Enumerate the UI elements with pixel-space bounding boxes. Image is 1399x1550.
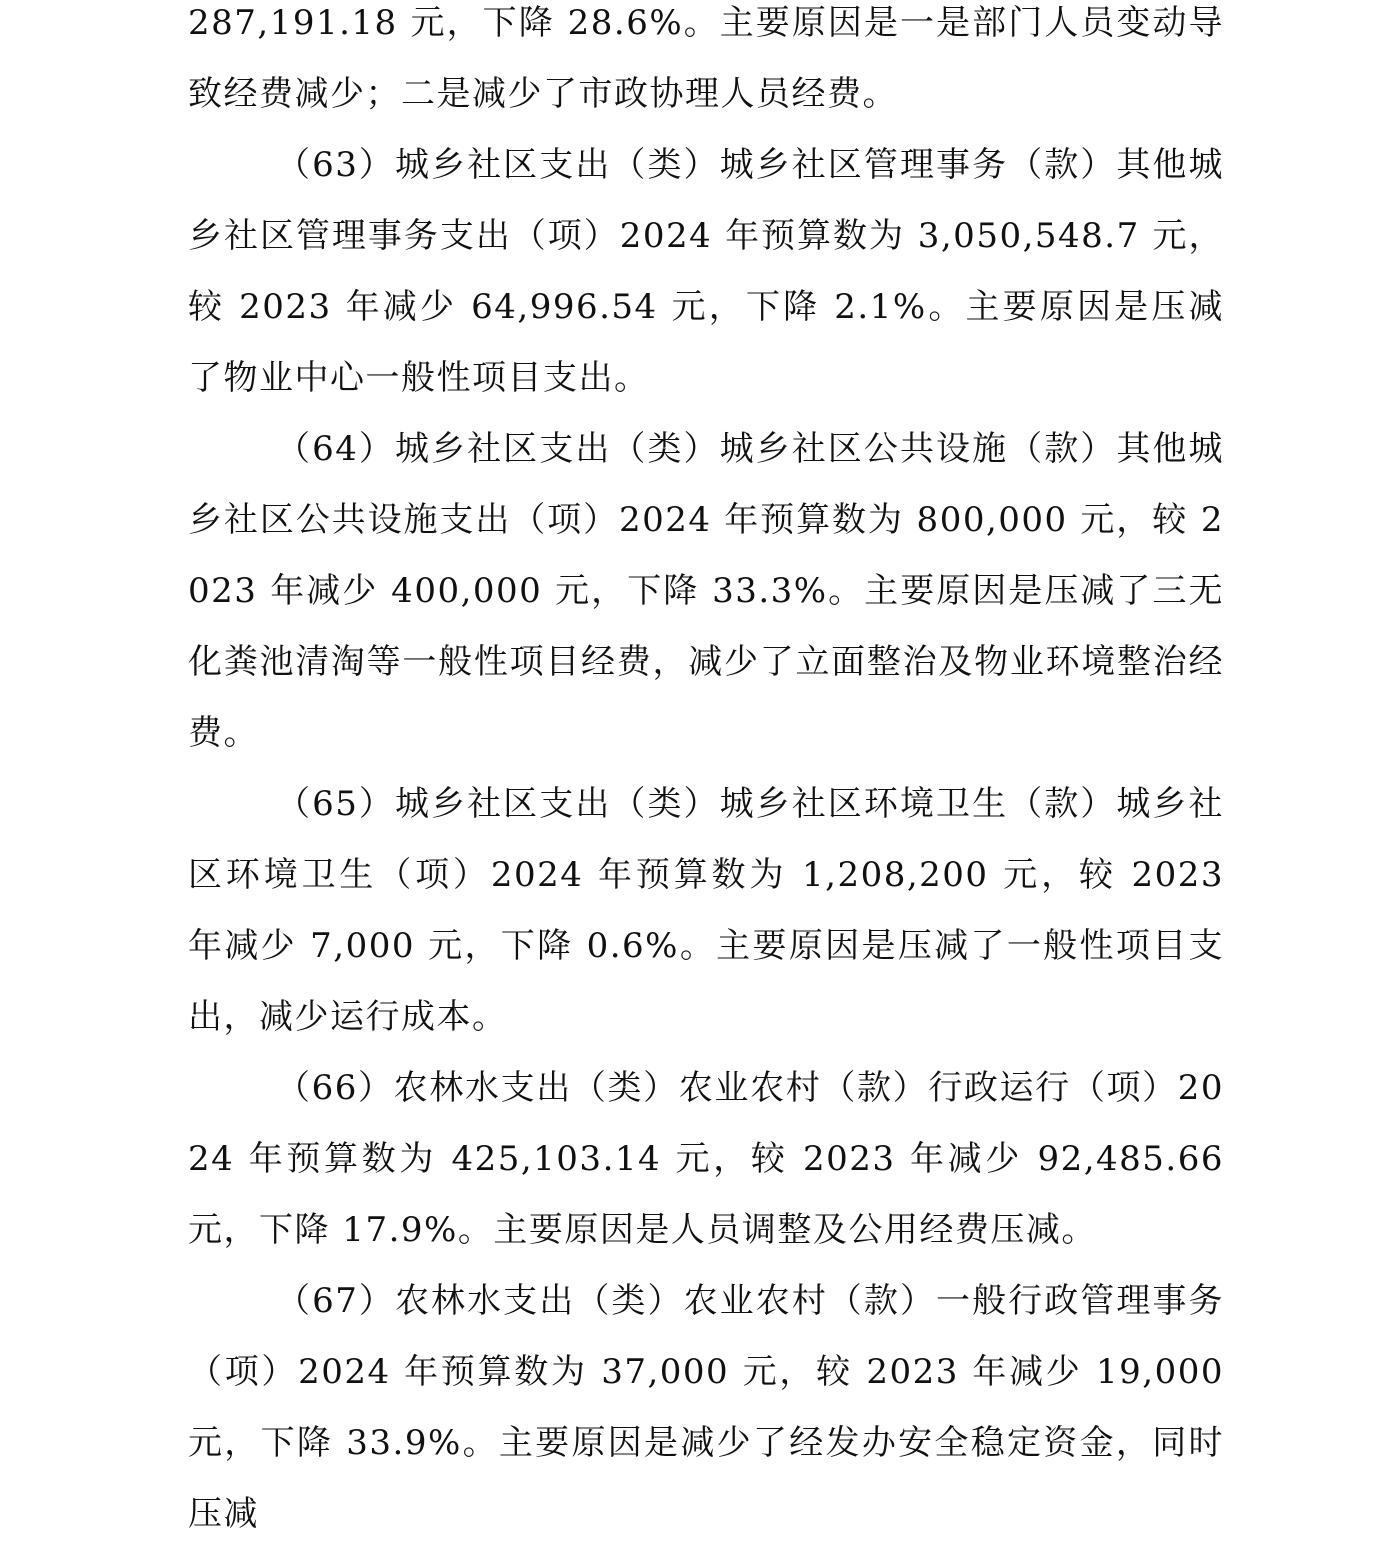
paragraph-64: （64）城乡社区支出（类）城乡社区公共设施（款）其他城乡社区公共设施支出（项）2024 年预算数为 800,000 元，较 2023 年减少 400,000 元，下降 33.3%。主要原因是压减了三无化粪池清淘等一般性项目经费，减少了立面整治及物业环境整治经费。	[188, 429, 1224, 753]
document-page	[188, 0, 1224, 1550]
paragraph-65: （65）城乡社区支出（类）城乡社区环境卫生（款）城乡社区环境卫生（项）2024 年预算数为 1,208,200 元，较 2023 年减少 7,000 元，下降 0.6%。主要原因是压减了一般性项目支出，减少运行成本。	[188, 784, 1224, 1037]
paragraph-66: （66）农林水支出（类）农业农村（款）行政运行（项）2024 年预算数为 425,103.14 元，较 2023 年减少 92,485.66 元，下降 17.9%。主要原因是人员调整及公用经费压减。	[188, 1068, 1224, 1250]
paragraph-67: （67）农林水支出（类）农业农村（款）一般行政管理事务（项）2024 年预算数为 37,000 元，较 2023 年减少 19,000 元，下降 33.9%。主要原因是减少了经发办安全稳定资金，同时压减	[188, 1281, 1224, 1534]
paragraph-63: （63）城乡社区支出（类）城乡社区管理事务（款）其他城乡社区管理事务支出（项）2024 年预算数为 3,050,548.7 元，较 2023 年减少 64,996.54 元，下降 2.1%。主要原因是压减了物业中心一般性项目支出。	[188, 145, 1224, 398]
paragraph-62-continued: 287,191.18 元，下降 28.6%。主要原因是一是部门人员变动导致经费减少；二是减少了市政协理人员经费。	[188, 3, 1224, 114]
